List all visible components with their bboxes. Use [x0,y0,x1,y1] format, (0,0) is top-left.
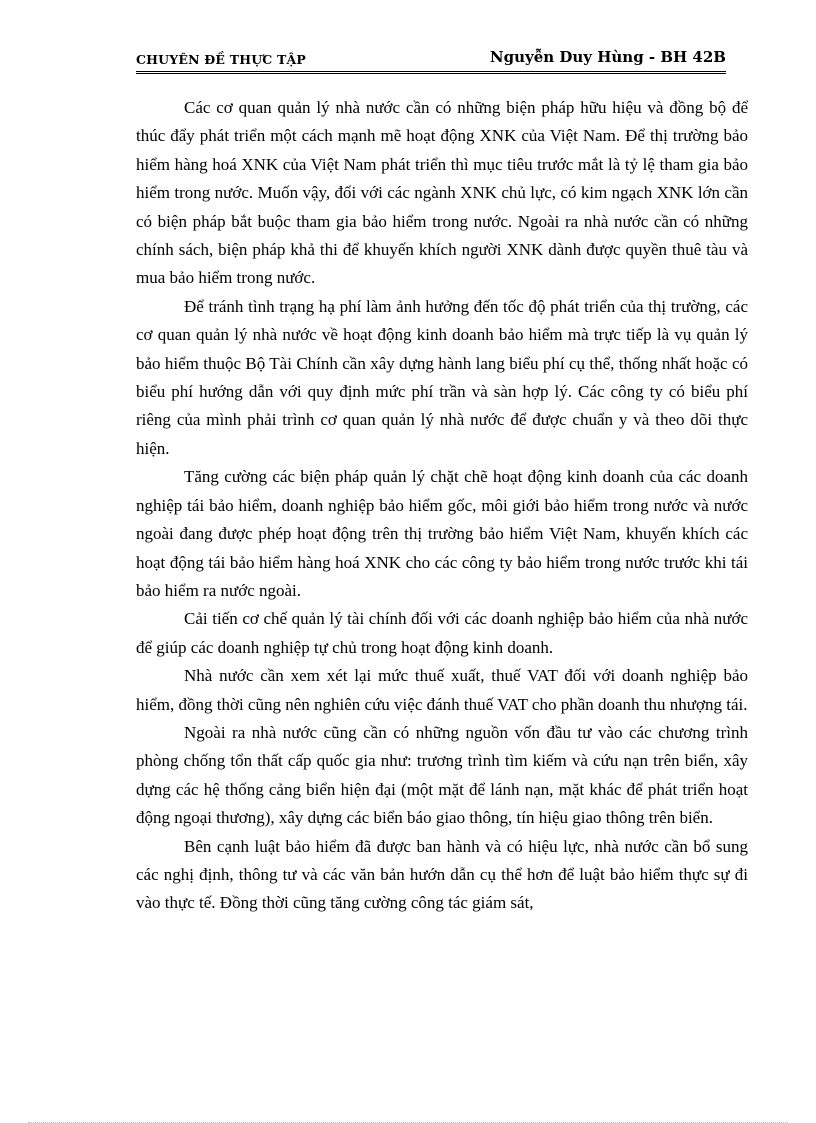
paragraph: Cải tiến cơ chế quản lý tài chính đối với các doanh nghiệp bảo hiểm của nhà nước để giúp các doanh nghiệp tự chủ trong hoạt động kinh doanh. [136,609,748,657]
page-header [136,48,726,70]
paragraph: Tăng cường các biện pháp quản lý chặt chẽ hoạt động kinh doanh của các doanh nghiệp tái bảo hiểm, doanh nghiệp bảo hiểm gốc, môi giới bảo hiểm trong nước và nước ngoài đang được phép hoạt động trên thị trường bảo hiểm Việt Nam, khuyến khích các hoạt động tái bảo hiểm hàng hoá XNK cho các công ty bảo hiểm trong nước trước khi tái bảo hiểm ra nước ngoài. [136,467,748,600]
paragraph: Ngoài ra nhà nước cũng cần có những nguồn vốn đầu tư vào các chương trình phòng chống tổn thất cấp quốc gia như: trương trình tìm kiếm và cứu nạn trên biển, xây dựng các hệ thống cảng biển hiện đại (một mặt để lánh nạn, mặt khác để phát triển hoạt động ngoại thương), xây dựng các biển báo giao thông, tín hiệu giao thông trên biển. [136,722,748,828]
paragraph: Các cơ quan quản lý nhà nước cần có những biện pháp hữu hiệu và đồng bộ để thúc đẩy phát triển một cách mạnh mẽ hoạt động XNK của Việt Nam. Để thị trường bảo hiểm hàng hoá XNK của Việt Nam phát triển thì mục tiêu trước mắt là tỷ lệ tham gia bảo hiểm trong nước. Muốn vậy, đối với các ngành XNK chủ lực, có kim ngạch XNK lớn cần có biện pháp bắt buộc tham gia bảo hiểm trong nước. Ngoài ra nhà nước cần có những chính sách, biện pháp khả thi để khuyến khích người XNK dành được quyền thuê tàu và mua bảo hiểm trong nước. [136,98,748,288]
header-title: CHUYÊN ĐỀ THỰC TẬP [136,52,307,67]
paragraph: Nhà nước cần xem xét lại mức thuế xuất, thuế VAT đối với doanh nghiệp bảo hiểm, đồng thời cũng nên nghiên cứu việc đánh thuế VAT cho phần doanh thu nhượng tái. [136,666,748,714]
header-author: Nguyễn Duy Hùng - BH 42B [489,48,726,66]
paragraph: Để tránh tình trạng hạ phí làm ảnh hưởng đến tốc độ phát triển của thị trường, các cơ quan quản lý nhà nước về hoạt động kinh doanh bảo hiểm mà trực tiếp là vụ quản lý bảo hiểm thuộc Bộ Tài Chính cần xây dựng hành lang biểu phí cụ thể, thống nhất hoặc có biểu phí hướng dẫn với quy định mức phí trần và sàn hợp lý. Các công ty có biểu phí riêng của mình phải trình cơ quan quản lý nhà nước để được chuẩn y và theo dõi thực hiện. [136,296,748,458]
document-body [136,94,748,918]
header-divider [136,71,726,74]
paragraph: Bên cạnh luật bảo hiểm đã được ban hành và có hiệu lực, nhà nước cần bổ sung các nghị định, thông tư và các văn bản hướn dẫn cụ thể hơn để luật bảo hiểm thực sự đi vào thực tế. Đồng thời cũng tăng cường công tác giám sát, [136,836,748,913]
